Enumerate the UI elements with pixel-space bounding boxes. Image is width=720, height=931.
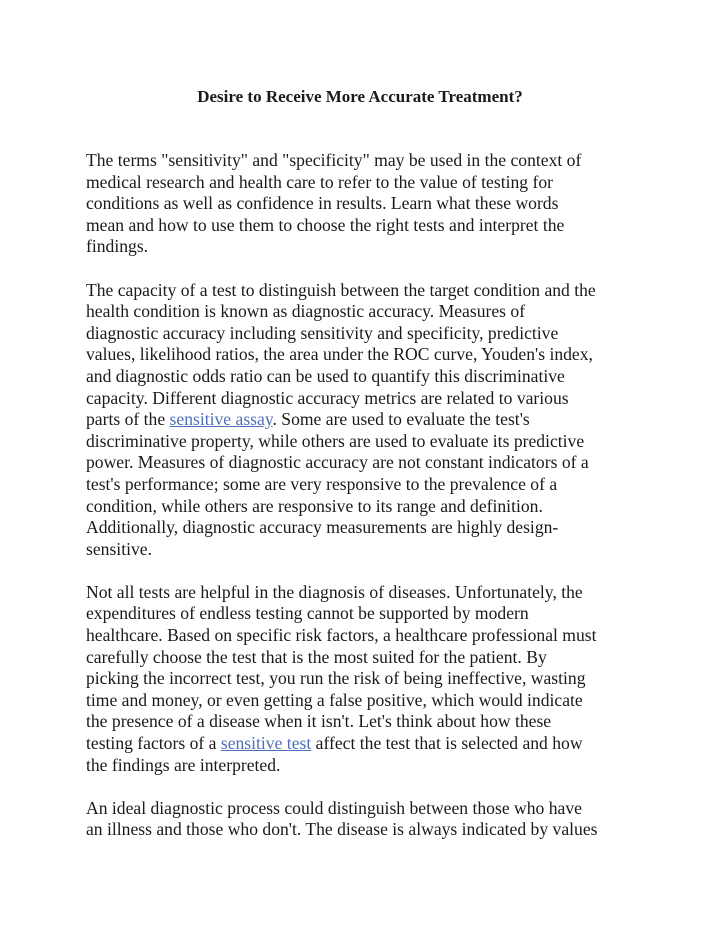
text-line <box>86 496 646 518</box>
text-line <box>86 582 646 604</box>
paragraph-2 <box>86 280 646 561</box>
text-line <box>86 668 646 690</box>
text-line <box>86 431 646 453</box>
inline-link[interactable]: sensitive test <box>220 733 312 754</box>
text-run: mean and how to use them to choose the right tests and interpret the <box>86 214 565 235</box>
text-run: The terms "sensitivity" and "specificity" may be used in the context of <box>86 150 582 170</box>
paragraph-4 <box>86 798 646 841</box>
text-run: values, likelihood ratios, the area under the ROC curve, Youden's index, <box>86 344 593 365</box>
text-run: power. Measures of diagnostic accuracy are not constant indicators of a <box>86 452 589 473</box>
text-line <box>86 366 646 388</box>
text-line <box>86 733 646 755</box>
text-line <box>86 452 646 474</box>
text-line <box>86 711 646 733</box>
text-run: An ideal diagnostic process could distinguish between those who have <box>86 797 582 818</box>
text-run: an illness and those who don't. The disease is always indicated by values <box>86 819 598 840</box>
text-line <box>86 517 646 539</box>
text-line <box>86 236 646 258</box>
text-run: findings. <box>86 236 149 257</box>
text-line <box>86 625 646 647</box>
text-line <box>86 474 646 496</box>
document-title: Desire to Receive More Accurate Treatment? <box>197 87 523 106</box>
text-run: diagnostic accuracy including sensitivity and specificity, predictive <box>86 322 559 343</box>
text-line <box>86 215 646 237</box>
text-run: medical research and health care to refer to the value of testing for <box>86 171 553 192</box>
text-line <box>86 150 646 172</box>
text-run: condition, while others are responsive to its range and definition. <box>86 495 543 516</box>
text-line <box>86 301 646 323</box>
text-run: affect the test that is selected and how <box>311 733 583 754</box>
text-run: conditions as well as confidence in results. Learn what these words <box>86 193 559 214</box>
text-run: capacity. Different diagnostic accuracy metrics are related to various <box>86 387 569 408</box>
paragraph-3 <box>86 582 646 776</box>
text-run: testing factors of a <box>86 733 221 754</box>
document-body <box>86 150 646 863</box>
text-run: and diagnostic odds ratio can be used to quantify this discriminative <box>86 365 565 386</box>
text-line <box>86 603 646 625</box>
text-run: healthcare. Based on specific risk factors, a healthcare professional must <box>86 625 597 646</box>
inline-link[interactable]: sensitive assay <box>169 409 273 430</box>
text-run: health condition is known as diagnostic accuracy. Measures of <box>86 301 526 322</box>
text-run: . Some are used to evaluate the test's <box>272 409 530 430</box>
text-run: the presence of a disease when it isn't. Let's think about how these <box>86 711 552 732</box>
text-line <box>86 539 646 561</box>
text-run: sensitive. <box>86 538 152 559</box>
text-run: expenditures of endless testing cannot be supported by modern <box>86 603 529 624</box>
text-run: time and money, or even getting a false positive, which would indicate <box>86 689 583 710</box>
text-line <box>86 819 646 841</box>
text-run: Not all tests are helpful in the diagnosis of diseases. Unfortunately, the <box>86 581 583 602</box>
text-line <box>86 798 646 820</box>
text-line <box>86 280 646 302</box>
text-line <box>86 193 646 215</box>
text-run: carefully choose the test that is the most suited for the patient. By <box>86 646 547 667</box>
text-run: test's performance; some are very responsive to the prevalence of a <box>86 473 558 494</box>
text-run: The capacity of a test to distinguish between the target condition and the <box>86 279 596 300</box>
text-run: Additionally, diagnostic accuracy measurements are highly design- <box>86 517 559 538</box>
text-line <box>86 409 646 431</box>
text-line <box>86 172 646 194</box>
text-line <box>86 647 646 669</box>
text-run: the findings are interpreted. <box>86 754 281 775</box>
paragraph-1 <box>86 150 646 258</box>
text-run: parts of the <box>86 409 170 430</box>
text-line <box>86 690 646 712</box>
text-line <box>86 388 646 410</box>
text-line <box>86 323 646 345</box>
text-run: picking the incorrect test, you run the risk of being ineffective, wasting <box>86 668 586 689</box>
text-line <box>86 755 646 777</box>
text-run: discriminative property, while others are used to evaluate its predictive <box>86 430 585 451</box>
text-line <box>86 344 646 366</box>
